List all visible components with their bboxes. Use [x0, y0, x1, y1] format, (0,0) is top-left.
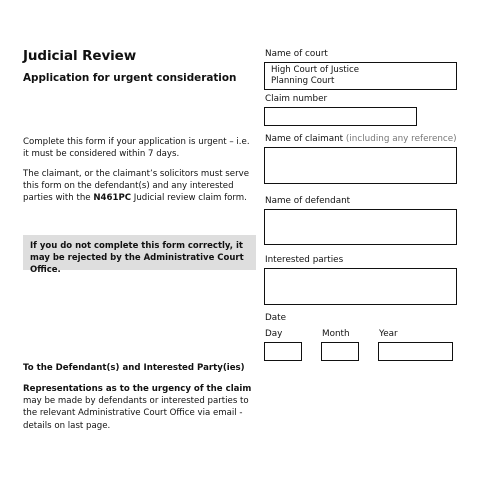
month-field[interactable] [321, 342, 359, 361]
month-label: Month [322, 329, 350, 339]
claimant-label [265, 134, 457, 144]
court-field[interactable] [264, 62, 457, 90]
day-label: Day [265, 329, 283, 339]
intro-paragraph-1: Complete this form if your application is urgent – i.e. it must be considered within 7 days. [23, 137, 250, 160]
interested-parties-field[interactable] [264, 268, 457, 305]
defendants-paragraph-bold: Representations as to the urgency of the claim [23, 384, 252, 394]
year-label: Year [379, 329, 398, 339]
intro-paragraph-2 [23, 168, 255, 205]
day-field[interactable] [264, 342, 302, 361]
claimant-field[interactable] [264, 147, 457, 184]
page-subtitle: Application for urgent consideration [23, 72, 237, 84]
page-title: Judicial Review [23, 48, 137, 64]
defendant-field[interactable] [264, 209, 457, 245]
date-label: Date [265, 313, 287, 323]
claim-number-field[interactable] [264, 107, 417, 126]
intro-paragraph-2-end: Judicial review claim form. [131, 193, 247, 204]
court-label: Name of court [265, 49, 328, 59]
warning-text: If you do not complete this form correctly, it may be rejected by the Administrative Court Office. [30, 241, 244, 275]
claimant-label-text: Name of claimant [265, 134, 344, 144]
warning-box [23, 235, 256, 275]
defendants-paragraph-rest: may be made by defendants or interested parties to the relevant Administrative Court Office via email - details on last page. [23, 396, 249, 431]
court-value-line-1: High Court of Justice [271, 65, 360, 75]
court-value-line-2: Planning Court [271, 76, 335, 86]
defendants-heading: To the Defendant(s) and Interested Party(ies) [23, 363, 245, 373]
defendants-paragraph [23, 383, 263, 432]
claimant-label-hint: (including any reference) [345, 134, 457, 144]
form-code: N461PC [93, 193, 132, 204]
year-field[interactable] [378, 342, 453, 361]
interested-parties-label: Interested parties [265, 255, 344, 265]
claim-number-label: Claim number [265, 94, 328, 104]
intro-paragraph-2-start: The claimant, or the claimant’s solicitors must serve this form on the defendant(s) and any interested parties with the [23, 169, 249, 204]
defendant-label: Name of defendant [265, 196, 351, 206]
